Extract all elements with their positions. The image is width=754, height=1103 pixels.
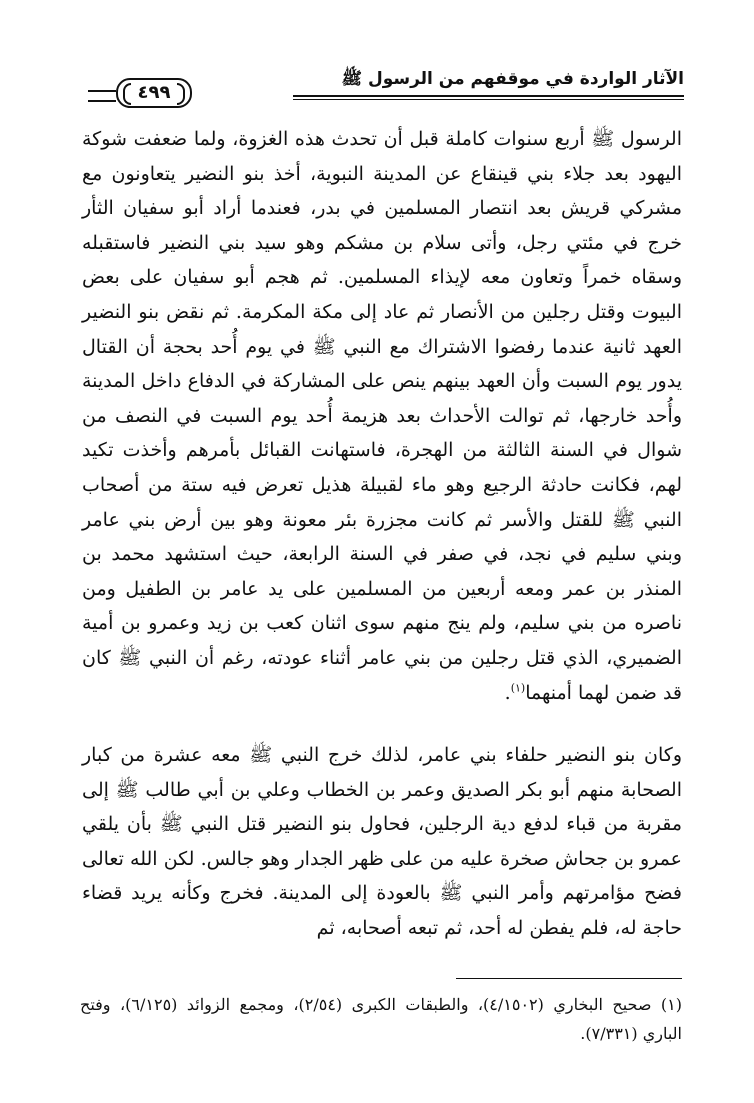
header-rule	[293, 95, 684, 97]
paragraph-1	[82, 122, 682, 710]
header-left-rule	[88, 90, 116, 102]
page-number: ٤٩٩	[116, 78, 192, 108]
running-title: الآثار الواردة في موقفهم من الرسول ﷺ	[341, 69, 684, 89]
footnote-separator	[456, 978, 682, 979]
main-text-2	[82, 738, 682, 946]
main-text	[82, 122, 682, 710]
footnote-marker: (١)	[510, 681, 526, 695]
footnote: (١) صحيح البخاري (٤/١٥٠٢)، والطبقات الكبرى (٢/٥٤)، ومجمع الزوائد (٦/١٢٥)، وفتح الباري (٧/٣٣١).	[80, 995, 682, 1043]
header-rule-thin	[293, 99, 684, 100]
paragraph-1-text: الرسول ﷺ أربع سنوات كاملة قبل أن تحدث هذه الغزوة، ولما ضعفت شوكة اليهود بعد جلاء بني قينقاع عن المدينة النبوية، أخذ بنو النضير يتعاونون مع مشركي قريش بعد انتصار المسلمين في بدر، فعندما أراد أبو سفيان الثأر خرج في مئتي رجل، وأتى سلام بن مشكم وهو سيد بني النضير فاستقبله وسقاه خمراً وتعاون معه لإيذاء المسلمين. ثم هجم أبو سفيان على بعض البيوت وقتل رجلين من الأنصار ثم عاد إلى مكة المكرمة. ثم نقض بنو النضير العهد ثانية عندما رفضوا الاشتراك مع النبي ﷺ في يوم أُحد بحجة أن القتال يدور يوم السبت وأن العهد بينهم ينص على المشاركة في الدفاع داخل المدينة وأُحد خارجها، ثم توالت الأحداث بعد هزيمة أُحد يوم السبت في النصف من شوال في السنة الثالثة من الهجرة، فاستهانت القبائل بأمرهم وأخذت تكيد لهم، فكانت حادثة الرجيع وهو ماء لقبيلة هذيل تعرض فيه ستة من أصحاب النبي ﷺ للقتل والأسر ثم كانت مجزرة بئر معونة وهو بين أرض بني عامر وبني سليم في نجد، في صفر في السنة الرابعة، حيث استشهد محمد بن المنذر بن عمر ومعه أربعين من المسلمين على يد عامر بن الطفيل ومن ناصره من بني سليم، ولم ينج منهم سوى اثنان كعب بن زيد وعمرو بن أمية الضميري، الذي قتل رجلين من بني عامر أثناء عودته، رغم أن النبي ﷺ كان قد ضمن لهما أمنهما	[82, 128, 682, 704]
paragraph-2: وكان بنو النضير حلفاء بني عامر، لذلك خرج النبي ﷺ معه عشرة من كبار الصحابة منهم أبو بكر الصديق وعمر بن الخطاب وعلي بن أبي طالب ﷺ إلى مقربة من قباء لدفع دية الرجلين، فحاول بنو النضير قتل النبي ﷺ بأن يلقي عمرو بن جحاش صخرة عليه من على ظهر الجدار وهو جالس. لكن الله تعالى فضح مؤامرتهم وأمر النبي ﷺ بالعودة إلى المدينة. فخرج وكأنه يريد قضاء حاجة له، فلم يفطن له أحد، ثم تبعه أصحابه، ثم	[82, 744, 682, 939]
page-header	[88, 68, 684, 108]
paragraph-1-end: .	[504, 681, 511, 704]
